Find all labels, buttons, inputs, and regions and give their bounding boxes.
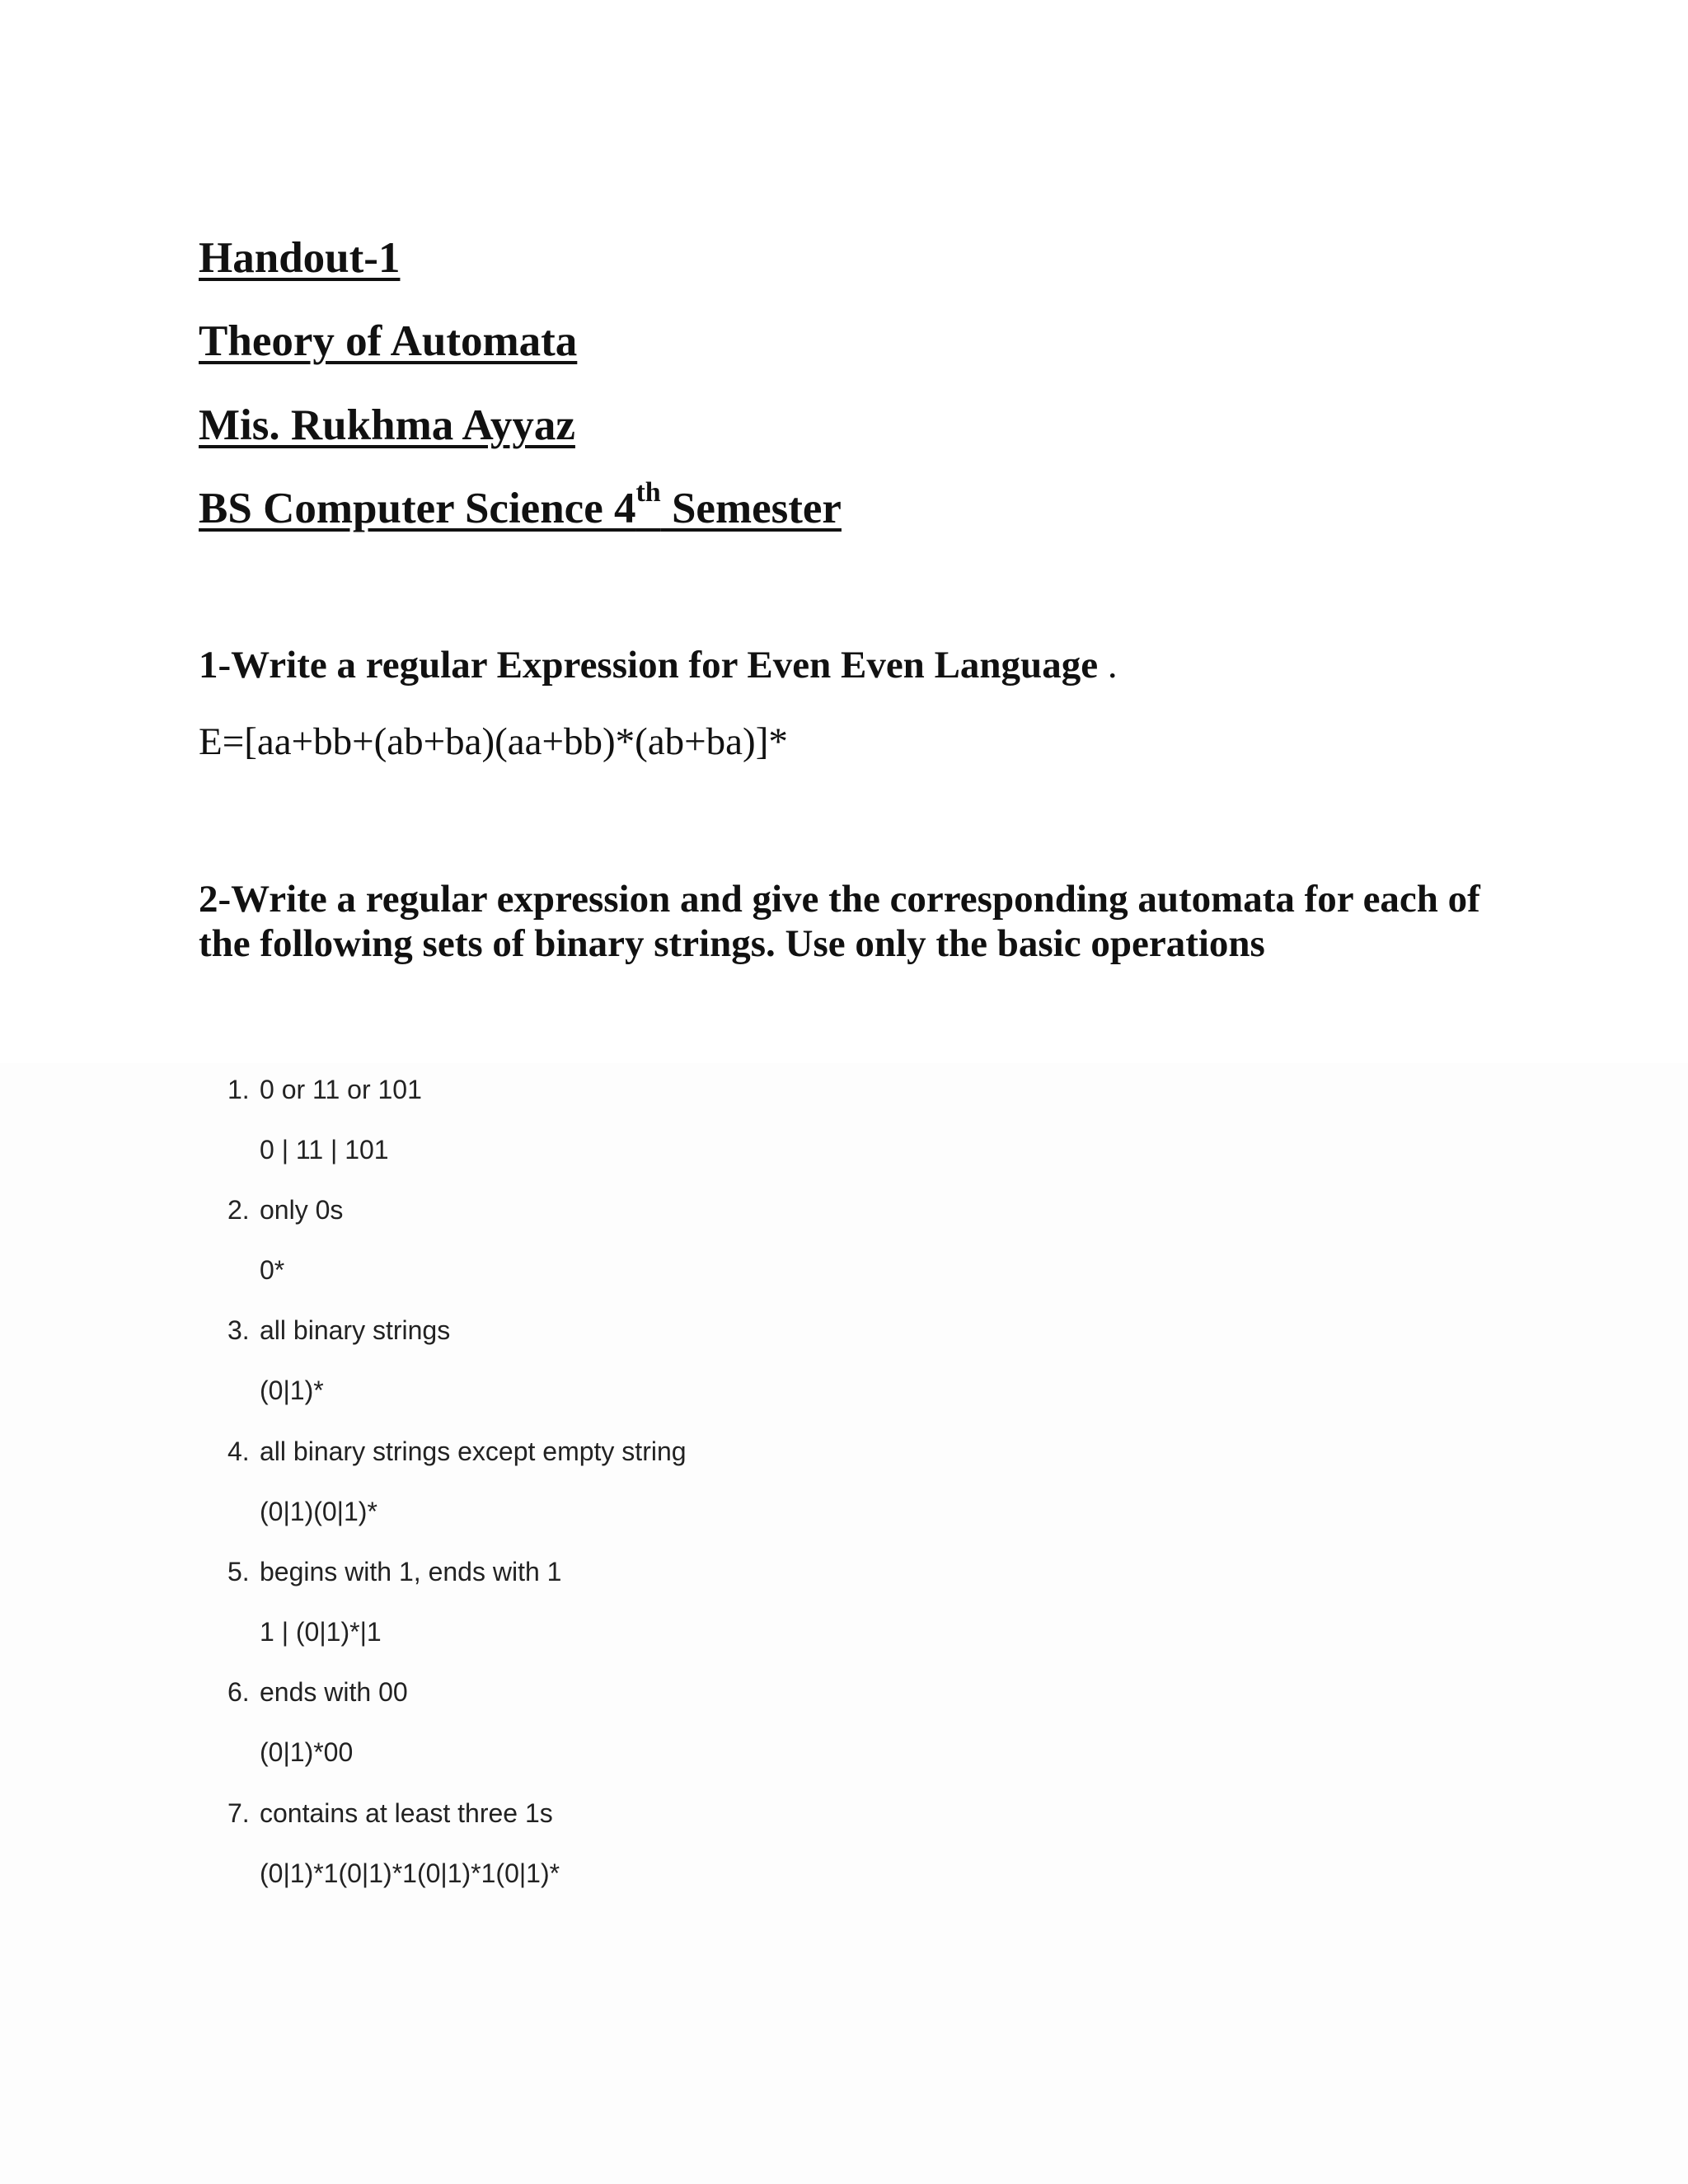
course-title xyxy=(199,317,578,365)
list-item-text: begins with 1, ends with 1 xyxy=(260,1557,562,1586)
list-item-answer: 1 | (0|1)*|1 xyxy=(260,1617,382,1647)
list-item xyxy=(227,1317,450,1343)
list-item-number: 7. xyxy=(227,1798,250,1828)
list-item-answer: 0 | 11 | 101 xyxy=(260,1135,389,1165)
list-item-number: 1. xyxy=(227,1075,250,1104)
course-title-text: Theory of Automata xyxy=(199,317,578,365)
list-item-text: 0 or 11 or 101 xyxy=(260,1075,422,1104)
question-2-title: 2-Write a regular expression and give the corresponding automata for each of the following sets of binary strings. Use only the basic operations xyxy=(199,878,1480,965)
handout-title-text: Handout-1 xyxy=(199,234,401,282)
ordinal-suffix: th xyxy=(635,477,661,508)
list-item-answer: 0* xyxy=(260,1255,285,1285)
list-item-answer: (0|1)(0|1)* xyxy=(260,1497,377,1526)
list-item-number: 3. xyxy=(227,1315,250,1345)
list-item-answer: (0|1)*00 xyxy=(260,1737,354,1767)
list-item xyxy=(227,1076,422,1103)
list-item-number: 6. xyxy=(227,1677,250,1707)
list-item-text: only 0s xyxy=(260,1195,344,1225)
list-item xyxy=(227,1679,408,1705)
list-item-text: ends with 00 xyxy=(260,1677,408,1707)
question-1-title-trail: . xyxy=(1098,644,1118,687)
answer-list-region xyxy=(0,1063,1688,2184)
question-1-title-text: 1-Write a regular Expression for Even Even Language xyxy=(199,644,1099,687)
program-semester xyxy=(199,477,842,532)
list-item xyxy=(227,1558,561,1585)
semester-text: Semester xyxy=(660,485,842,532)
instructor-name xyxy=(199,401,575,449)
list-item xyxy=(227,1800,553,1826)
list-item-number: 4. xyxy=(227,1436,250,1466)
list-item-number: 2. xyxy=(227,1195,250,1225)
list-item-answer: (0|1)* xyxy=(260,1376,324,1405)
list-item xyxy=(227,1438,687,1465)
handout-title xyxy=(199,234,401,282)
list-item-number: 5. xyxy=(227,1557,250,1586)
list-item-answer: (0|1)*1(0|1)*1(0|1)*1(0|1)* xyxy=(260,1858,560,1888)
list-item xyxy=(227,1197,343,1223)
question-1-title xyxy=(199,643,1118,687)
list-item-text: contains at least three 1s xyxy=(260,1798,553,1828)
list-item-text: all binary strings except empty string xyxy=(260,1436,687,1466)
list-item-text: all binary strings xyxy=(260,1315,451,1345)
instructor-name-text: Mis. Rukhma Ayyaz xyxy=(199,401,575,449)
question-1-answer: E=[aa+bb+(ab+ba)(aa+bb)*(ab+ba)]* xyxy=(199,720,788,763)
program-text: BS Computer Science 4 xyxy=(199,485,636,532)
